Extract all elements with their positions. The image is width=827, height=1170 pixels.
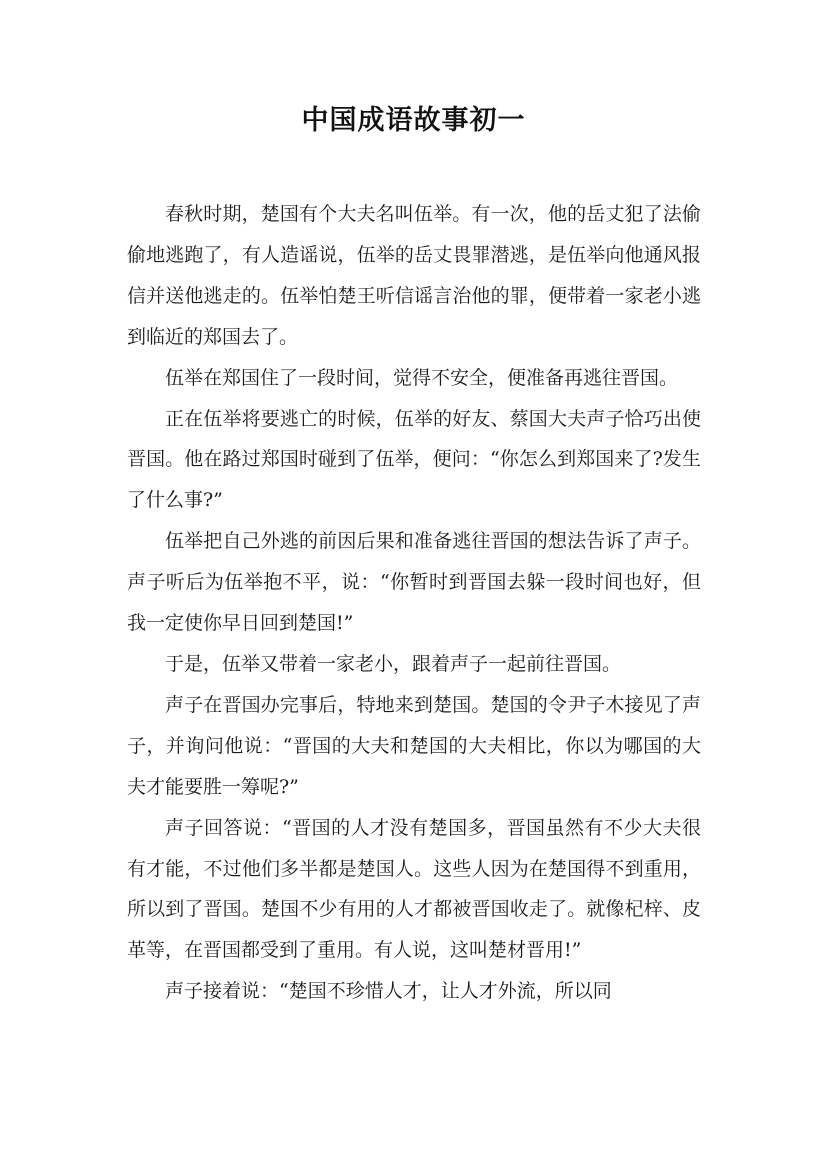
document-body [127, 194, 701, 1012]
paragraph: 声子接着说：“楚国不珍惜人才，让人才外流，所以同 [165, 980, 612, 1003]
paragraph: 于是，伍举又带着一家老小，跟着声子一起前往晋国。 [165, 652, 622, 675]
document-title: 中国成语故事初一 [301, 105, 526, 136]
paragraph: 正在伍举将要逃亡的时候，伍举的好友、蔡国大夫声子恰巧出使晋国。他在路过郑国时碰到了伍举，便问：“你怎么到郑国来了?发生了什么事?” [127, 407, 701, 512]
paragraph: 春秋时期，楚国有个大夫名叫伍举。有一次，他的岳丈犯了法偷偷地逃跑了，有人造谣说，伍举的岳丈畏罪潜逃，是伍举向他通风报信并送他逃走的。伍举怕楚王听信谣言治他的罪，便带着一家老小逃到临近的郑国去了。 [127, 203, 701, 348]
paragraph: 声子回答说：“晋国的人才没有楚国多，晋国虽然有不少大夫很有才能，不过他们多半都是楚国人。这些人因为在楚国得不到重用，所以到了晋国。楚国不少有用的人才都被晋国收走了。就像杞梓、皮革等，在晋国都受到了重用。有人说，这叫楚材晋用!” [127, 816, 701, 962]
paragraph: 伍举把自己外逃的前因后果和准备逃往晋国的想法告诉了声子。声子听后为伍举抱不平，说：“你暂时到晋国去躲一段时间也好，但我一定使你早日回到楚国!” [127, 530, 701, 635]
paragraph: 声子在晋国办完事后，特地来到楚国。楚国的令尹子木接见了声子，并询问他说：“晋国的大夫和楚国的大夫相比，你以为哪国的大夫才能要胜一筹呢?” [127, 693, 701, 798]
paragraph: 伍举在郑国住了一段时间，觉得不安全，便准备再逃往晋国。 [165, 366, 679, 389]
